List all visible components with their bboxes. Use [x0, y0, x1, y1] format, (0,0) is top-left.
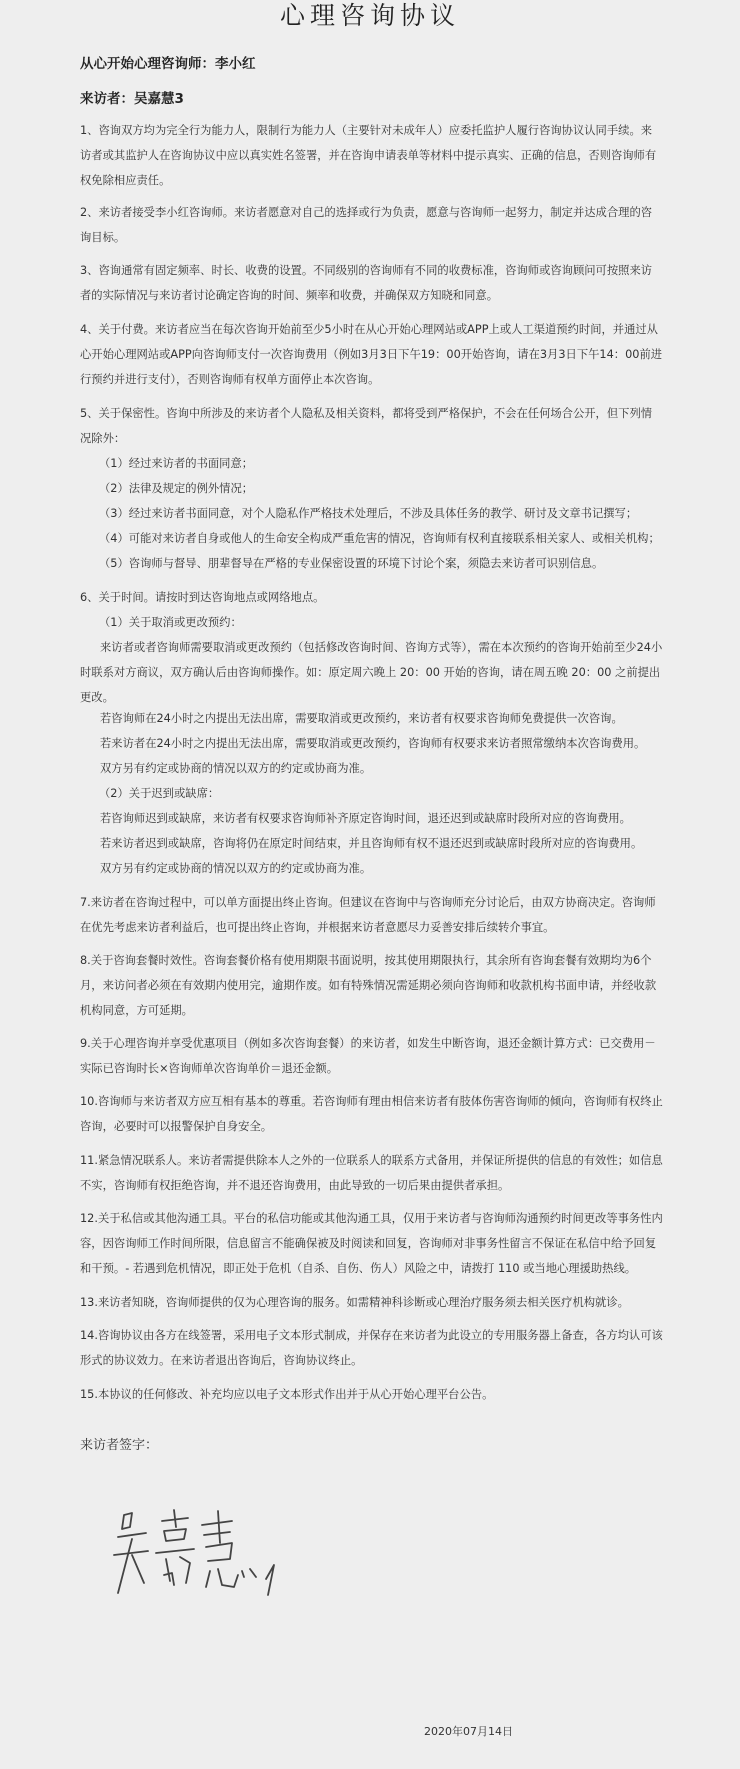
clause-6-cancel-rule: 若咨询师在24小时之内提出无法出席，需要取消或更改预约，来访者有权要求咨询师免费提供一次咨询。	[100, 712, 623, 725]
clause-4: 4、关于付费。来访者应当在每次咨询开始前至少5小时在从心开始心理网站或APP上或人工渠道预约时间，并通过从心开始心理网站或APP向咨询师支付一次咨询费用（例如3月3日下午19：00开始咨询，请在3月3日下午14：00前进行预约并进行支付），否则咨询师有权单方面停止本次咨询。	[80, 323, 663, 386]
clause-6-subheading: （1）关于取消或更改预约：	[99, 616, 242, 629]
page-title: 心理咨询协议	[279, 1, 460, 30]
clause-5-item: （1）经过来访者的书面同意；	[99, 457, 254, 470]
clause-6-late-rule: 若咨询师迟到或缺席，来访者有权要求咨询师补齐原定咨询时间，退还迟到或缺席时段所对应的咨询费用。	[100, 812, 631, 825]
sign-date: 2020年07月14日	[424, 1725, 513, 1738]
clause-5: 5、关于保密性。咨询中所涉及的来访者个人隐私及相关资料，都将受到严格保护，不会在任何场合公开，但下列情况除外：	[80, 407, 653, 445]
clause-2: 2、来访者接受李小红咨询师。来访者愿意对自己的选择或行为负责，愿意与咨询师一起努力，制定并达成合理的咨询目标。	[80, 206, 653, 244]
clause-15: 15.本协议的任何修改、补充均应以电子文本形式作出并于从心开始心理平台公告。	[80, 1388, 494, 1401]
clause-6: 6、关于时间。请按时到达咨询地点或网络地点。	[80, 591, 325, 604]
clause-5-item: （2）法律及规定的例外情况；	[99, 482, 254, 495]
clause-6-subheading: （2）关于迟到或缺席：	[99, 787, 220, 800]
clause-14: 14.咨询协议由各方在线签署，采用电子文本形式制成，并保存在来访者为此设立的专用服务器上备查，各方均认可该形式的协议效力。在来访者退出咨询后，咨询协议终止。	[80, 1329, 663, 1367]
clause-11: 11.紧急情况联系人。来访者需提供除本人之外的一位联系人的联系方式备用，并保证所提供的信息的有效性；如信息不实，咨询师有权拒绝咨询，并不退还咨询费用，由此导致的一切后果由提供者承担。	[80, 1154, 663, 1192]
clause-6-cancel-rule: 双方另有约定或协商的情况以双方的约定或协商为准。	[100, 762, 372, 775]
clause-1: 1、咨询双方均为完全行为能力人，限制行为能力人（主要针对未成年人）应委托监护人履行咨询协议认同手续。来访者或其监护人在咨询协议中应以真实姓名签署，并在咨询申请表单等材料中提示真实、正确的信息，否则咨询师有权免除相应责任。	[80, 124, 657, 187]
clause-10: 10.咨询师与来访者双方应互相有基本的尊重。若咨询师有理由相信来访者有肢体伤害咨询师的倾向，咨询师有权终止咨询，必要时可以报警保护自身安全。	[80, 1095, 663, 1133]
clause-6-late-rule: 双方另有约定或协商的情况以双方的约定或协商为准。	[100, 862, 372, 875]
clause-5-item: （5）咨询师与督导、朋辈督导在严格的专业保密设置的环境下讨论个案，须隐去来访者可识别信息。	[99, 557, 604, 570]
clause-6-late-rule: 若来访者迟到或缺席，咨询将仍在原定时间结束，并且咨询师有权不退还迟到或缺席时段所对应的咨询费用。	[100, 837, 643, 850]
clause-3: 3、咨询通常有固定频率、时长、收费的设置。不同级别的咨询师有不同的收费标准，咨询师或咨询顾问可按照来访者的实际情况与来访者讨论确定咨询的时间、频率和收费，并确保双方知晓和同意。	[80, 264, 653, 302]
clause-5-item: （4）可能对来访者自身或他人的生命安全构成严重危害的情况，咨询师有权利直接联系相关家人、或相关机构；	[99, 532, 660, 545]
clause-6-cancel-text: 来访者或者咨询师需要取消或更改预约（包括修改咨询时间、咨询方式等），需在本次预约的咨询开始前至少24小时联系对方商议，双方确认后由咨询师操作。如：原定周六晚上 20：00 开始的咨询，请在周五晚 20：00 之前提出更改。	[80, 641, 663, 704]
clause-8: 8.关于咨询套餐时效性。咨询套餐价格有使用期限书面说明，按其使用期限执行，其余所有咨询套餐有效期均为6个月，来访问者必须在有效期内使用完，逾期作废。如有特殊情况需延期必须向咨询师和收款机构书面申请，并经收款机构同意，方可延期。	[80, 954, 657, 1017]
clause-7: 7.来访者在咨询过程中，可以单方面提出终止咨询。但建议在咨询中与咨询师充分讨论后，由双方协商决定。咨询师在优先考虑来访者利益后，也可提出终止咨询，并根据来访者意愿尽力妥善安排后续转介事宜。	[80, 896, 656, 934]
counselor-line: 从心开始心理咨询师：李小红	[80, 56, 256, 72]
clause-13: 13.来访者知晓，咨询师提供的仅为心理咨询的服务。如需精神科诊断或心理治疗服务须去相关医疗机构就诊。	[80, 1296, 629, 1309]
clause-12: 12.关于私信或其他沟通工具。平台的私信功能或其他沟通工具，仅用于来访者与咨询师沟通预约时间更改等事务性内容，因咨询师工作时间所限，信息留言不能确保被及时阅读和回复，咨询师对非事务性留言不保证在私信中给予回复和干预。- 若遇到危机情况，即正处于危机（自杀、自伤、伤人）风险之中，请拨打 110 或当地心理援助热线。	[80, 1212, 663, 1275]
clause-9: 9.关于心理咨询并享受优惠项目（例如多次咨询套餐）的来访者，如发生中断咨询，退还金额计算方式：已交费用－实际已咨询时长×咨询师单次咨询单价＝退还金额。	[80, 1037, 656, 1075]
signature-label: 来访者签字：	[80, 1438, 159, 1453]
clause-6-cancel-rule: 若来访者在24小时之内提出无法出席，需要取消或更改预约，咨询师有权要求来访者照常缴纳本次咨询费用。	[100, 737, 646, 750]
visitor-line: 来访者：吴嘉慧3	[80, 91, 184, 107]
handwritten-signature	[110, 1505, 310, 1615]
clause-5-item: （3）经过来访者书面同意，对个人隐私作严格技术处理后，不涉及具体任务的教学、研讨及文章书记撰写；	[99, 507, 638, 520]
